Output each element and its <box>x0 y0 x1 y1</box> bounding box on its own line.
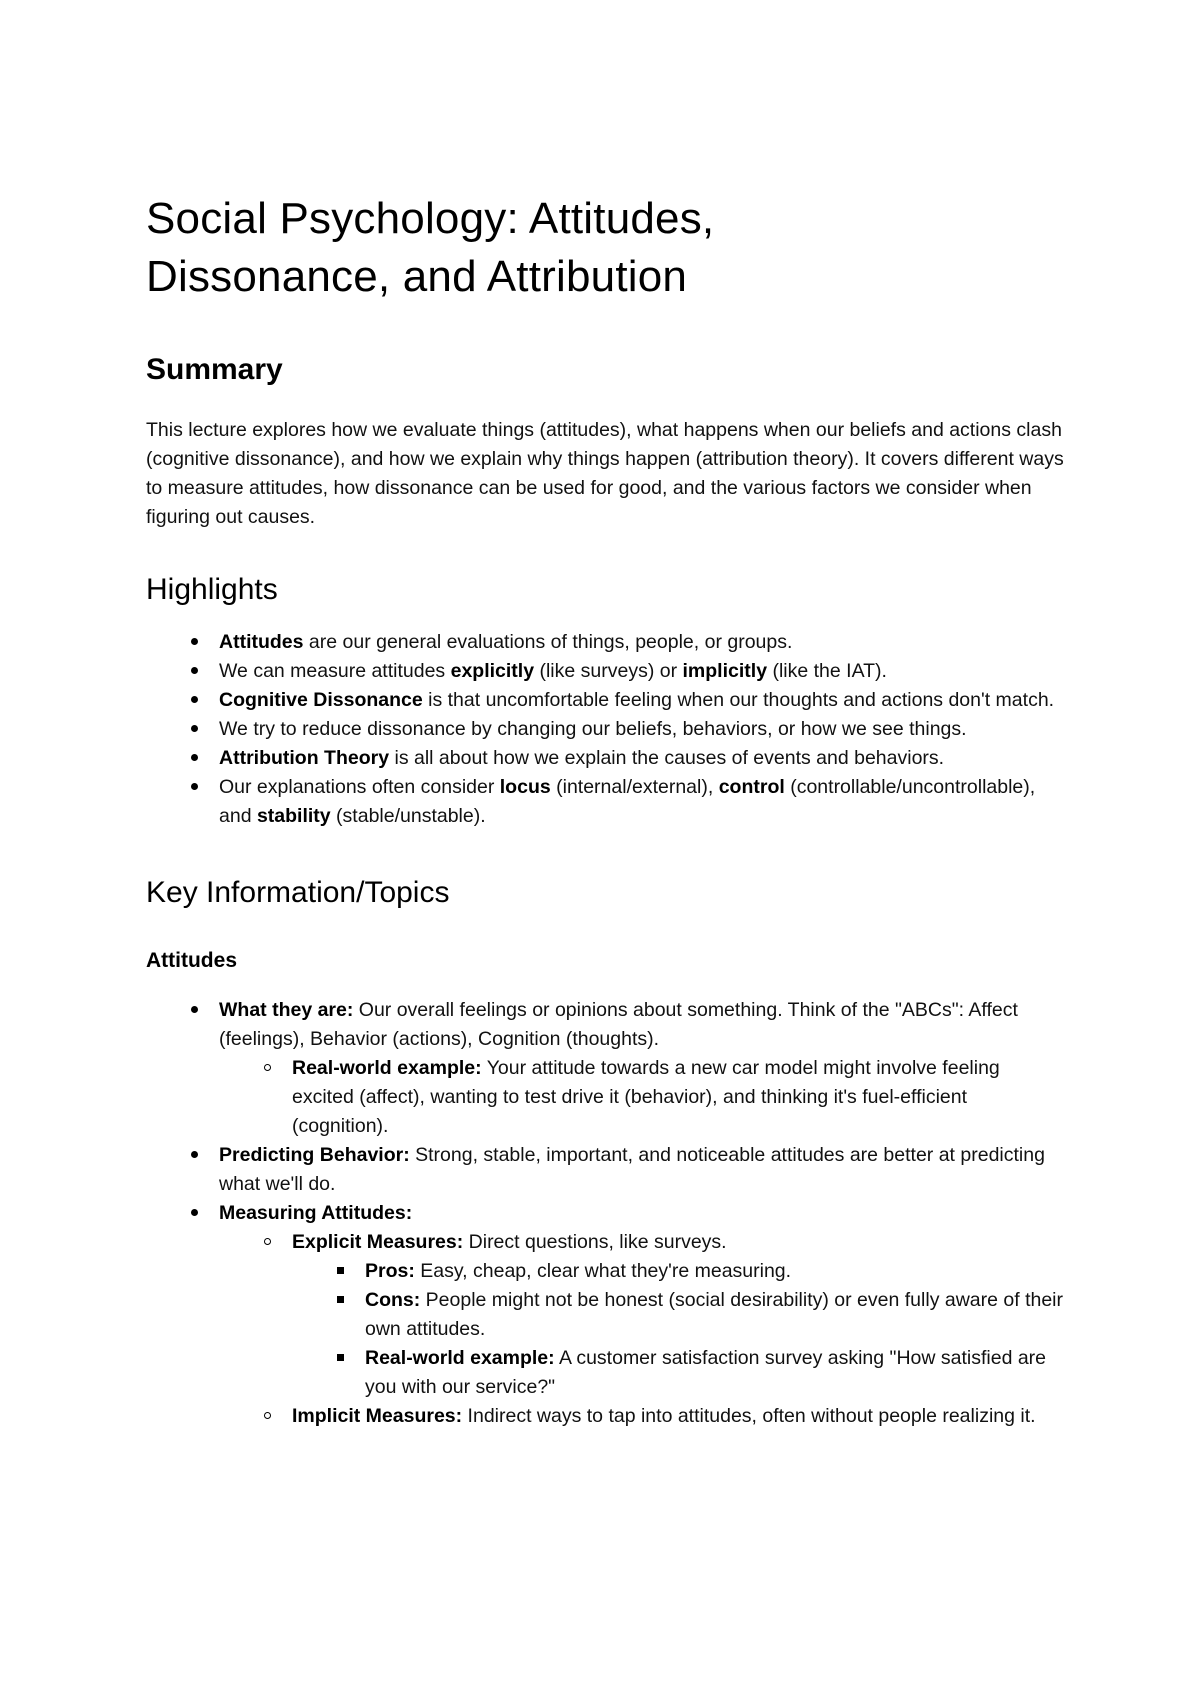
list-item <box>292 1286 1066 1344</box>
item-text: Direct questions, like surveys. <box>463 1231 727 1253</box>
list-item <box>219 1054 1066 1141</box>
list-item <box>146 686 1066 715</box>
item-text: (like the IAT). <box>767 660 887 682</box>
bullet-square-icon <box>330 1257 350 1286</box>
attitudes-list <box>146 996 1066 1431</box>
list-item <box>292 1344 1066 1402</box>
item-text: (internal/external), <box>550 776 719 798</box>
item-text: are our general evaluations of things, people, or groups. <box>303 631 793 653</box>
summary-heading: Summary <box>146 353 283 386</box>
highlights-heading: Highlights <box>146 573 278 606</box>
bold-term: Measuring Attitudes: <box>219 1202 413 1224</box>
list-item <box>219 1402 1066 1431</box>
bold-term: Implicit Measures: <box>292 1405 463 1427</box>
bold-term: stability <box>256 805 331 827</box>
item-text: Indirect ways to tap into attitudes, often without people realizing it. <box>462 1405 1036 1427</box>
item-text: is that uncomfortable feeling when our thoughts and actions don't match. <box>422 689 1055 711</box>
item-text: A customer satisfaction survey asking "How satisfied are you with our service?" <box>365 1347 1047 1398</box>
title-line-1: Social Psychology: Attitudes, <box>146 194 715 243</box>
bold-term: control <box>718 776 785 798</box>
item-text: Strong, stable, important, and noticeable attitudes are better at predicting what we'll do. <box>219 1144 1045 1195</box>
item-text: (stable/unstable). <box>330 805 486 827</box>
highlights-list <box>146 628 1066 831</box>
bold-term: implicitly <box>682 660 768 682</box>
bold-term: Cognitive Dissonance <box>219 689 423 711</box>
list-item <box>219 1228 1066 1402</box>
list-item <box>146 715 1066 744</box>
bold-term: Cons: <box>365 1289 421 1311</box>
bullet-circle-icon <box>257 1402 277 1431</box>
bullet-square-icon <box>330 1344 350 1373</box>
bold-term: Explicit Measures: <box>292 1231 464 1253</box>
list-item <box>146 657 1066 686</box>
bullet-circle-icon <box>257 1054 277 1083</box>
list-item <box>146 744 1066 773</box>
document-page <box>146 190 1066 1431</box>
bullet-dot-icon <box>184 657 204 686</box>
item-text: (controllable/uncontrollable), and <box>219 776 1036 827</box>
item-text: People might not be honest (social desirability) or even fully aware of their own attitudes. <box>365 1289 1063 1340</box>
list-item <box>146 628 1066 657</box>
bold-term: Real-world example: <box>292 1057 482 1079</box>
bullet-dot-icon <box>184 686 204 715</box>
bullet-dot-icon <box>184 628 204 657</box>
item-text: Easy, cheap, clear what they're measuring. <box>414 1260 792 1282</box>
attitudes-heading: Attitudes <box>146 949 237 972</box>
bold-term: Attribution Theory <box>219 747 390 769</box>
sub-sub-list <box>292 1257 1066 1402</box>
bullet-dot-icon <box>184 1199 204 1228</box>
document-title <box>146 190 1066 306</box>
list-item <box>146 996 1066 1141</box>
bold-term: Predicting Behavior: <box>219 1144 410 1166</box>
item-text: Our explanations often consider <box>219 776 500 798</box>
bullet-dot-icon <box>184 996 204 1025</box>
item-text: is all about how we explain the causes of events and behaviors. <box>389 747 945 769</box>
sub-list <box>219 1228 1066 1431</box>
title-line-2: Dissonance, and Attribution <box>146 252 688 301</box>
item-text: Your attitude towards a new car model might involve feeling excited (affect), wanting to test drive it (behavior), and thinking it's fuel-efficient (cognition). <box>292 1057 1000 1137</box>
key-information-heading: Key Information/Topics <box>146 876 450 909</box>
sub-list <box>219 1054 1066 1141</box>
list-item <box>146 1141 1066 1199</box>
bullet-square-icon <box>330 1286 350 1315</box>
bullet-dot-icon <box>184 744 204 773</box>
bold-term: Real-world example: <box>365 1347 555 1369</box>
bullet-dot-icon <box>184 773 204 802</box>
item-text: (like surveys) or <box>534 660 683 682</box>
bold-term: Pros: <box>365 1260 415 1282</box>
list-item <box>146 1199 1066 1431</box>
list-item <box>292 1257 1066 1286</box>
bold-term: What they are: <box>219 999 354 1021</box>
bold-term: Attitudes <box>219 631 304 653</box>
bold-term: locus <box>499 776 551 798</box>
item-text: We can measure attitudes <box>219 660 451 682</box>
bullet-dot-icon <box>184 715 204 744</box>
item-text: Our overall feelings or opinions about something. Think of the "ABCs": Affect (feelings), Behavior (actions), Cognition (thoughts). <box>219 999 1018 1050</box>
summary-text: This lecture explores how we evaluate things (attitudes), what happens when our beliefs and actions clash (cognitive dissonance), and how we explain why things happen (attribution theory). It covers different ways to measure attitudes, how dissonance can be used for good, and the various factors we consider when figuring out causes. <box>146 419 1064 528</box>
item-text: We try to reduce dissonance by changing our beliefs, behaviors, or how we see things. <box>219 718 967 740</box>
list-item <box>146 773 1066 831</box>
bold-term: explicitly <box>450 660 535 682</box>
bullet-circle-icon <box>257 1228 277 1257</box>
bullet-dot-icon <box>184 1141 204 1170</box>
